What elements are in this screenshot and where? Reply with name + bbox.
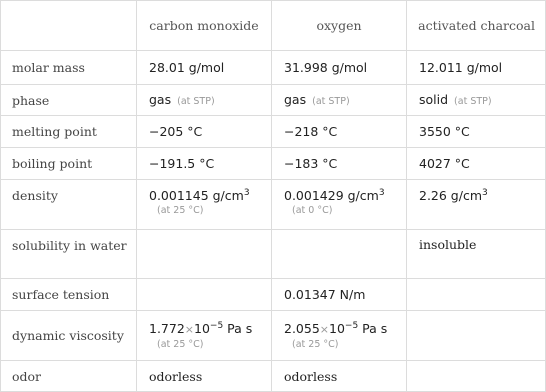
- condition-note: (at 25 °C): [292, 339, 339, 350]
- value-text: solid: [419, 91, 449, 107]
- times-symbol: ×: [184, 323, 195, 336]
- header-oxygen: oxygen: [272, 1, 407, 51]
- table-row-melting-point: [1, 116, 546, 148]
- exponent: −5: [344, 321, 359, 331]
- mantissa: 1.772: [149, 321, 185, 336]
- value-cell: 3550 °C: [407, 116, 546, 148]
- value-cell: odorless: [272, 361, 407, 392]
- value-text: 0.001145 g/cm: [149, 188, 244, 203]
- value-cell: [407, 311, 546, 361]
- table-row-molar-mass: [1, 51, 546, 85]
- exponent: 3: [378, 188, 385, 198]
- table-row-dynamic-viscosity: [1, 311, 546, 361]
- condition-note: (at 0 °C): [292, 205, 333, 216]
- value-cell: insoluble: [407, 230, 546, 279]
- row-label: dynamic viscosity: [1, 311, 137, 361]
- table-row-density: [1, 180, 546, 230]
- times-symbol: ×: [319, 323, 330, 336]
- value-cell: [407, 279, 546, 311]
- value-cell: 4027 °C: [407, 148, 546, 180]
- row-label: molar mass: [1, 51, 137, 85]
- value-cell: [137, 279, 272, 311]
- value-cell: 28.01 g/mol: [137, 51, 272, 85]
- row-label: odor: [1, 361, 137, 392]
- exponent: 3: [243, 188, 250, 198]
- header-row: [1, 1, 546, 51]
- value-cell: 0.01347 N/m: [272, 279, 407, 311]
- base: 10: [329, 321, 345, 336]
- table-row-solubility: [1, 230, 546, 279]
- value-cell: −205 °C: [137, 116, 272, 148]
- value-cell: 12.011 g/mol: [407, 51, 546, 85]
- value-cell: [137, 180, 272, 230]
- condition-note: (at STP): [177, 95, 215, 107]
- exponent: −5: [209, 321, 224, 331]
- value-cell: [272, 230, 407, 279]
- value-cell: [272, 85, 407, 116]
- mantissa: 2.055: [284, 321, 320, 336]
- row-label: density: [1, 180, 137, 230]
- value-cell: [407, 180, 546, 230]
- value-cell: [272, 311, 407, 361]
- row-label: surface tension: [1, 279, 137, 311]
- header-activated-charcoal: activated charcoal: [407, 1, 546, 51]
- value-text: 2.26 g/cm: [419, 188, 483, 203]
- value-cell: −218 °C: [272, 116, 407, 148]
- value-cell: [407, 361, 546, 392]
- table-row-phase: [1, 85, 546, 116]
- unit: Pa s: [358, 321, 388, 336]
- table-row-odor: [1, 361, 546, 392]
- value-cell: [407, 85, 546, 116]
- unit: Pa s: [223, 321, 253, 336]
- condition-note: (at 25 °C): [157, 205, 204, 216]
- value-cell: odorless: [137, 361, 272, 392]
- header-carbon-monoxide: carbon monoxide: [137, 1, 272, 51]
- value-text: gas: [284, 91, 307, 107]
- table-row-surface-tension: [1, 279, 546, 311]
- condition-note: (at 25 °C): [157, 339, 204, 350]
- value-cell: −191.5 °C: [137, 148, 272, 180]
- row-label: boiling point: [1, 148, 137, 180]
- table-row-boiling-point: [1, 148, 546, 180]
- row-label: solubility in water: [1, 230, 137, 279]
- value-cell: 31.998 g/mol: [272, 51, 407, 85]
- value-cell: [137, 85, 272, 116]
- value-text: 0.001429 g/cm: [284, 188, 379, 203]
- exponent: 3: [482, 188, 488, 198]
- condition-note: (at STP): [454, 95, 492, 107]
- row-label: melting point: [1, 116, 137, 148]
- value-cell: [137, 311, 272, 361]
- header-empty-cell: [1, 1, 137, 51]
- condition-note: (at STP): [312, 95, 350, 107]
- value-cell: −183 °C: [272, 148, 407, 180]
- value-cell: [137, 230, 272, 279]
- row-label: phase: [1, 85, 137, 116]
- base: 10: [194, 321, 210, 336]
- value-cell: [272, 180, 407, 230]
- value-text: gas: [149, 91, 172, 107]
